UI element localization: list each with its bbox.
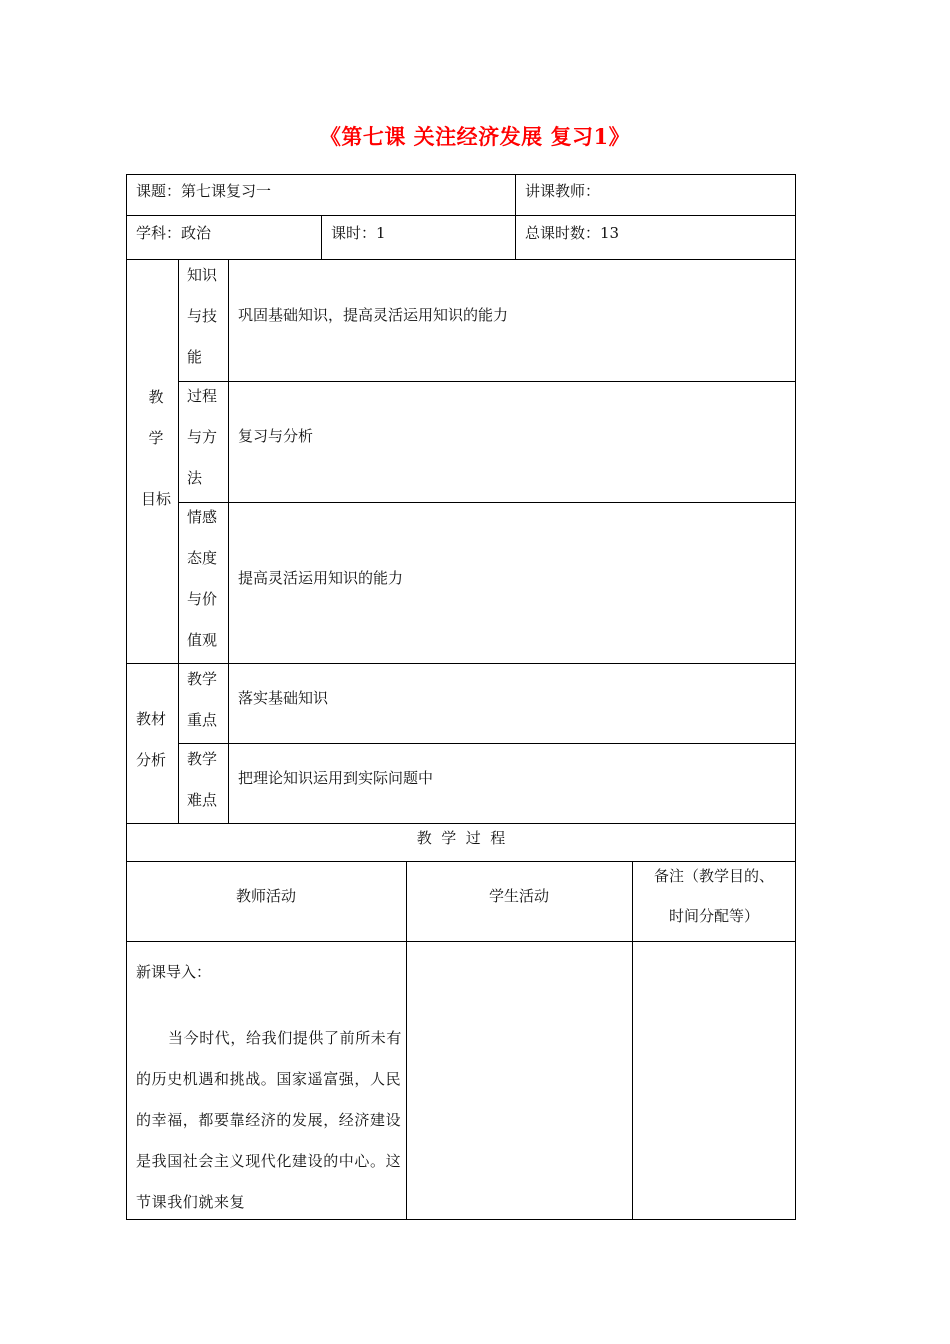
notes-header-line2: 时间分配等） xyxy=(668,907,759,925)
material-sub-label: 教学 重点 xyxy=(187,670,218,729)
intro-paragraph: 当今时代，给我们提供了前所未有的历史机遇和挑战。国家遥富强，人民的幸福，都要靠经济的发展，经济建设是我国社会主义现代化建设的中心。这节课我们就来复 xyxy=(136,1029,403,1211)
col-divider xyxy=(321,215,322,259)
objective-sub-label: 知识 与技 能 xyxy=(187,266,218,366)
objective-content: 提高灵活运用知识的能力 xyxy=(238,569,404,587)
material-label: 教材 分析 xyxy=(136,710,167,769)
col-divider xyxy=(515,215,516,259)
col-divider xyxy=(178,259,179,823)
material-sub-label: 教学 难点 xyxy=(187,750,218,809)
objective-content: 复习与分析 xyxy=(238,427,314,445)
row-divider xyxy=(126,663,796,664)
subject-cell: 学科：政治 xyxy=(136,224,212,242)
objective-sub-label: 情感 态度 与价 值观 xyxy=(187,508,218,649)
row-divider xyxy=(126,215,796,216)
row-divider xyxy=(126,941,796,942)
col-divider xyxy=(406,861,407,1220)
objectives-label: 教 学 目标 xyxy=(140,388,171,508)
row-divider xyxy=(126,823,796,824)
objective-content: 巩固基础知识，提高灵活运用知识的能力 xyxy=(238,306,509,324)
teacher-cell: 讲课教师： xyxy=(525,182,601,200)
row-divider xyxy=(178,381,796,382)
objective-sub-label: 过程 与方 法 xyxy=(187,387,218,487)
row-divider xyxy=(126,259,796,260)
row-divider xyxy=(178,743,796,744)
process-heading: 教 学 过 程 xyxy=(416,829,506,847)
col-divider xyxy=(228,259,229,823)
teacher-activity-header: 教师活动 xyxy=(235,887,296,905)
document-title: 《第七课 关注经济发展 复习1》 xyxy=(319,124,631,149)
row-divider xyxy=(178,502,796,503)
topic-cell: 课题：第七课复习一 xyxy=(136,182,272,200)
material-content: 把理论知识运用到实际问题中 xyxy=(238,769,434,787)
material-content: 落实基础知识 xyxy=(238,689,329,707)
intro-label: 新课导入： xyxy=(136,963,212,981)
student-activity-header: 学生活动 xyxy=(488,887,549,905)
col-divider xyxy=(515,174,516,215)
notes-header-line1: 备注（教学目的、 xyxy=(653,867,774,885)
total-hours-cell: 总课时数：13 xyxy=(525,224,620,242)
row-divider xyxy=(126,861,796,862)
hours-cell: 课时：1 xyxy=(331,224,386,242)
